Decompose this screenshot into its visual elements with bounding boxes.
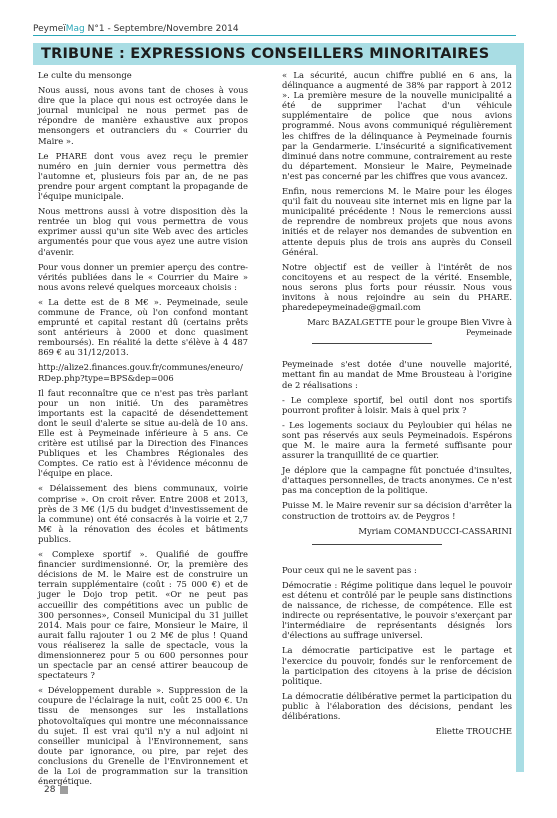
section-title: TRIBUNE : EXPRESSIONS CONSEILLERS MINORITAIRES [41,46,490,62]
right-paragraph: Je déplore que la campagne fût ponctuée d'insultes, d'attaques personnelles, de tracts anonymes. Ce n'est pas ma conception de la politique. [282,465,512,496]
left-column [38,70,248,791]
left-paragraph: Nous aussi, nous avons tant de choses à vous dire que la place qui nous est octroyée dans le journal municipal ne nous permet pas de répondre de manière exhaustive aux propos mensongers et outranciers du « Courrier du Maire ». [38,85,248,146]
signature-bazalgette-group: Peymeinade [466,328,512,338]
left-paragraph: « Développement durable ». Suppression de la coupure de l'éclairage la nuit, coût 25 000 €. Un tissu de mensonges sur les installations photovoltaïques qui montre une méconnaissance du sujet. Il est vrai qu'il n'y a nul adjoint ni conseiller municipal à l'Environnement, sans doute par ignorance, ou pire, par rejet des conclusions du Grenelle de l'Environnement et de la Loi de programmation sur la transition énergétique. [38,685,248,787]
right-paragraph: Enfin, nous remercions M. le Maire pour les éloges qu'il fait du nouveau site internet mis en ligne par la municipalité précédente ! Nous le remercions aussi de reprendre de nombreux projets que nous avons initiés et de relayer nos demandes de subvention en attente depuis plus de trois ans auprès du Conseil Général. [282,186,512,257]
section-divider [312,343,432,344]
right-paragraph: Pour ceux qui ne le savent pas : [282,564,417,575]
right-paragraph: Puisse M. le Maire revenir sur sa décision d'arrêter la construction de trottoirs av. de Peygros ! [282,500,512,521]
footer-square-marker [60,786,68,794]
left-paragraph: « Complexe sportif ». Qualifié de gouffre financier surdimensionné. Or, la première des décisions de M. le Maire est de construire un terrain supplémentaire (coût : 75 000 €) et de juger le Dojo trop petit. «Or ne peut pas accueillir des compétitions avec un public de 300 personnes», Conseil Municipal du 31 juillet 2014. Mais pour ce faire, Monsieur le Maire, il aurait fallu rajouter 1 ou 2 M€ de plus ! Quand vous réaliserez la salle de spectacle, vous la dimensionnerez pour 5 ou 600 personnes pour un spectacle par an censé attirer beaucoup de spectateurs ? [38,549,248,681]
left-heading: Le culte du mensonge [38,70,132,80]
left-paragraph: Nous mettrons aussi à votre disposition dès la rentrée un blog qui vous permettra de vous exprimer aussi qu'un site Web avec des articles argumentés pour que vous ayez une autre vision d'avenir. [38,206,248,257]
side-accent-stripe [516,43,524,772]
signature-comanducci: Myriam COMANDUCCI-CASSARINI [358,525,512,536]
header-rule [33,35,516,36]
left-paragraph: Pour vous donner un premier aperçu des contre-vérités publiées dans le « Courrier du Maire » nous avons relevé quelques morceaux choisis : [38,261,248,292]
left-paragraph: « La dette est de 8 M€ ». Peymeinade, seule commune de France, où l'on confond montant emprunté et capital restant dû (certains prêts sont antérieurs à 2000 et donc quasiment remboursés). En réalité la dette s'élève à 4 487 869 € au 31/12/2013. [38,296,248,358]
right-paragraph: - Le complexe sportif, bel outil dont nos sportifs pourront profiter à loisir. Mais à quel prix ? [282,394,512,415]
issue-label: N°1 - Septembre/Novembre 2014 [87,24,239,34]
signature-trouche: Eliette TROUCHE [435,726,512,737]
right-paragraph: « La sécurité, aucun chiffre publié en 6 ans, la délinquance a augmenté de 38% par rapport à 2012 ». La première mesure de la nouvelle municipalité a été de supprimer l'achat d'un véhicule supplémentaire de police que nous avions programmé. Nous avons communiqué régulièrement les chiffres de la délinquance à Peymeinade fournis par la Gendarmerie. L'insécurité a significativement diminué dans notre commune, contrairement au reste du département. Monsieur le Maire, Peymeinade n'est pas concerné par les chiffres que vous avancez. [282,70,512,181]
signature-bazalgette: Marc BAZALGETTE pour le groupe Bien Vivre à [307,317,512,328]
left-paragraph: Le PHARE dont vous avez reçu le premier numéro en juin dernier vous permettra dès l'automne et, plusieurs fois par an, de ne pas prendre pour argent comptant la propagande de l'équipe municipale. [38,150,248,202]
magazine-mag-label: Mag [65,24,85,34]
right-column [282,70,512,741]
magazine-brand: Peymeï [33,24,66,34]
page-number: 28 [44,785,56,795]
right-paragraph: Notre objectif est de veiller à l'intérêt de nos concitoyens et au respect de la vérité. Ensemble, nous serons plus forts pour réussir. Nous vous invitons à nous rejoindre au sein du PHARE. pharedepeymeinade@gmail.com [282,261,512,313]
right-paragraph: Démocratie : Régime politique dans lequel le pouvoir est détenu et contrôlé par le peuple sans distinctions de naissance, de richesse, de compétence. Elle est indirecte ou représentative, le pouvoir s'exerçant par l'intermédiaire de représentants désignés lors d'élections au suffrage universel. [282,579,512,641]
right-paragraph: - Les logements sociaux du Peyloubier qui hélas ne sont pas réservés aux seuls Peymeinadois. Espérons que M. le maire aura la fermeté suffisante pour assurer la tranquillité de ce quartier. [282,419,512,461]
right-paragraph: La démocratie délibérative permet la participation du public à l'élaboration des décisions, pendant les délibérations. [282,690,512,721]
right-paragraph: La démocratie participative est le partage et l'exercice du pouvoir, fondés sur le renforcement de la participation des citoyens à la prise de décision politique. [282,645,512,686]
page-header [33,22,533,36]
section-banner [33,43,516,65]
left-paragraph: « Délaissement des biens communaux, voirie comprise ». On croit rêver. Entre 2008 et 2013, près de 3 M€ (1/5 du budget d'investissement de la commune) ont été consacrés à la voirie et 2,7 M€ à la rénovation des écoles et bâtiments publics. [38,483,248,544]
section-divider [312,544,442,545]
left-paragraph: Il faut reconnaître que ce n'est pas très parlant pour un non initié. Un des paramètres importants est la capacité de désendettement dont le seuil d'alerte se situe au-delà de 10 ans. Elle est à Peymeinade inférieure à 5 ans. Ce critère est utilisé par la Direction des Finances Publiques et les Chambres Régionales des Comptes. Ce ratio est à l'évidence méconnu de l'équipe en place. [38,387,248,479]
left-url: http://alize2.finances.gouv.fr/communes/eneuro/RDep.php?type=BPS&dep=006 [38,362,243,383]
right-paragraph: Peymeinade s'est dotée d'une nouvelle majorité, mettant fin au mandat de Mme Brousteau à l'origine de 2 réalisations : [282,359,512,390]
